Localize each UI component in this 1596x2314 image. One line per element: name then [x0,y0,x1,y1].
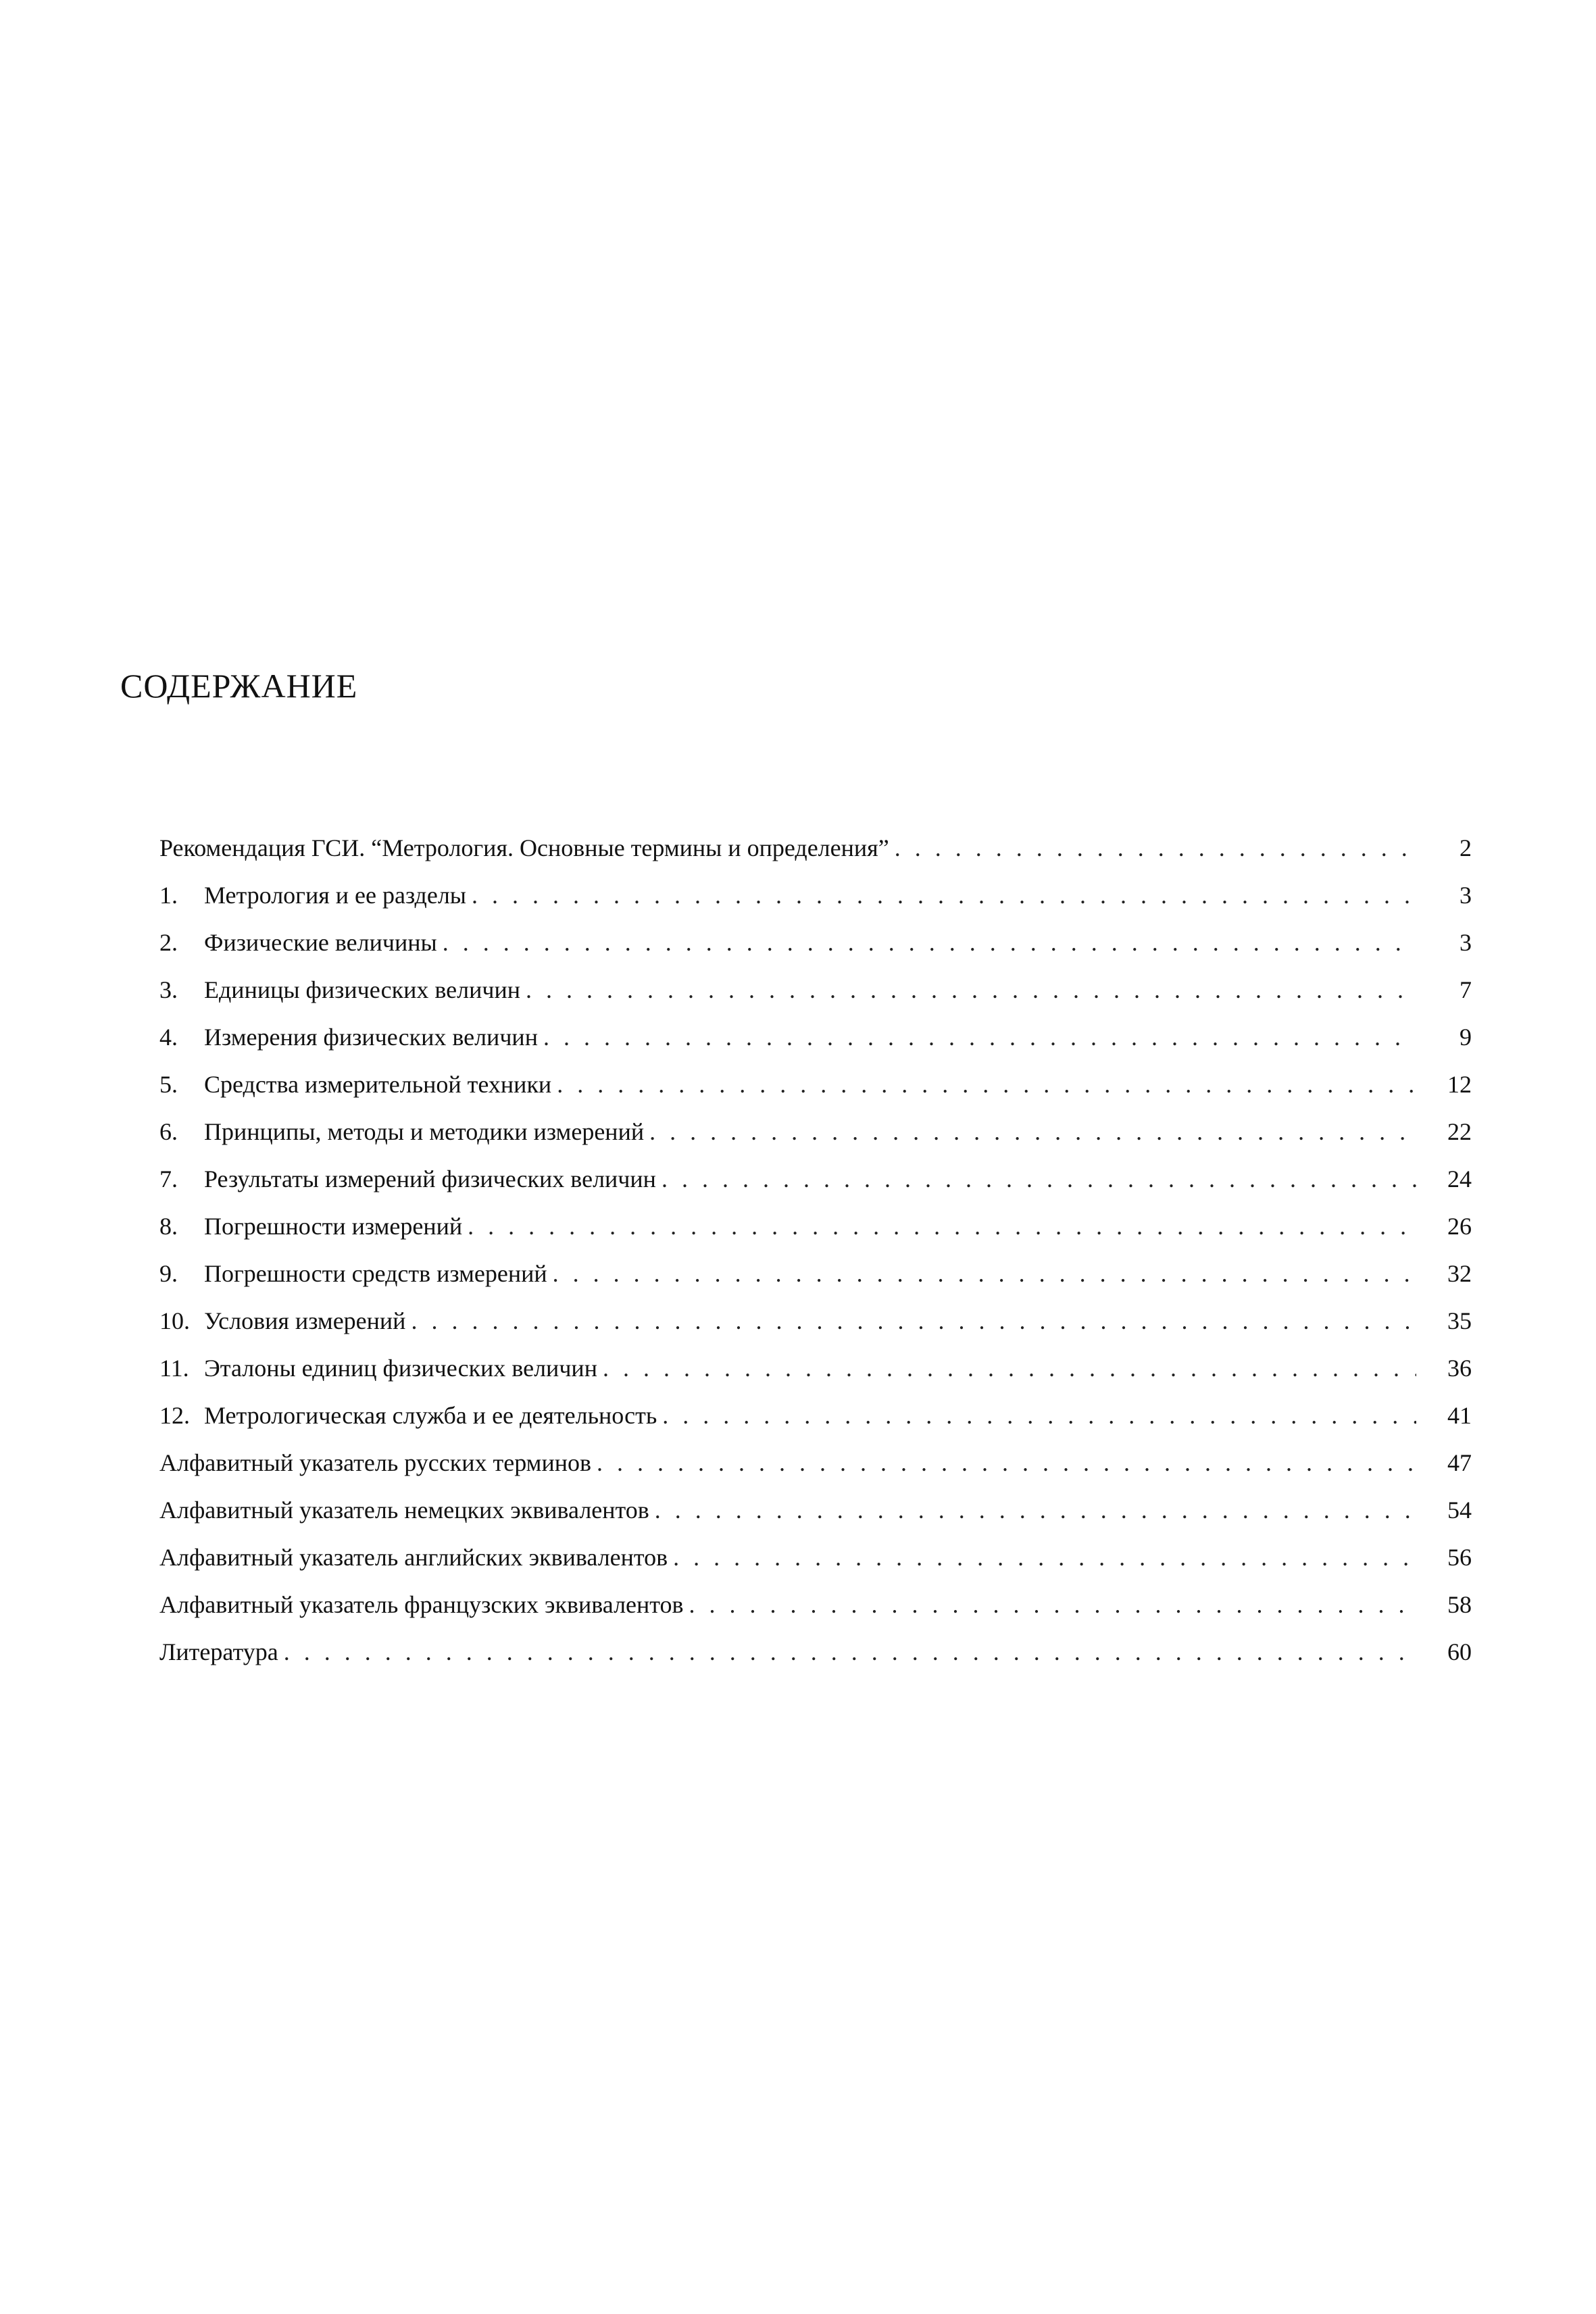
dot-leader [603,1344,1416,1392]
toc-entry-title: Измерения физических величин [204,1024,538,1051]
toc-entry-page: 58 [1447,1591,1472,1618]
toc-entry-title: Принципы, методы и методики измерений [204,1118,645,1145]
toc-entry-title: Погрешности измерений [204,1213,463,1240]
toc-entry-title: Метрологическая служба и ее деятельность [204,1402,657,1429]
toc-entry-number: 9. [159,1260,178,1287]
toc-entry [159,1344,1472,1392]
toc-entry-page: 36 [1447,1355,1472,1382]
toc-entry-number: 4. [159,1024,178,1051]
dot-leader [689,1581,1416,1628]
toc-entry [159,872,1472,919]
toc-entry-page: 2 [1460,834,1472,861]
toc-entry-title: Алфавитный указатель французских эквивалентов [159,1591,684,1618]
dot-leader [557,1061,1416,1108]
toc-entry-number: 5. [159,1071,178,1098]
toc-entry [159,1250,1472,1297]
toc-entry-page: 9 [1460,1024,1472,1051]
toc-entry-page: 54 [1447,1496,1472,1524]
toc-entry-title: Средства измерительной техники [204,1071,552,1098]
toc-entry-page: 12 [1447,1071,1472,1098]
toc-entry [159,1061,1472,1108]
toc-entry-title: Результаты измерений физических величин [204,1165,656,1192]
toc-entry-title: Единицы физических величин [204,976,520,1003]
toc-entry-number: 6. [159,1118,178,1145]
toc-entry-title: Алфавитный указатель русских терминов [159,1449,591,1476]
toc-entry [159,1439,1472,1486]
dot-leader [895,824,1416,872]
toc-entry [159,1108,1472,1155]
dot-leader [411,1297,1416,1344]
dot-leader [553,1250,1416,1297]
toc-entry [159,1203,1472,1250]
toc-entry-number: 3. [159,976,178,1003]
toc-entry-title: Литература [159,1638,278,1665]
toc-entry [159,1392,1472,1439]
toc-entry [159,1155,1472,1203]
toc-entry-number: 7. [159,1165,178,1192]
toc-entry-page: 26 [1447,1213,1472,1240]
dot-leader [284,1628,1416,1676]
toc-entry-page: 60 [1447,1638,1472,1665]
dot-leader [662,1392,1416,1439]
toc-entry-page: 22 [1447,1118,1472,1145]
dot-leader [662,1155,1416,1203]
toc-entry-page: 3 [1460,882,1472,909]
toc-entry-number: 10. [159,1307,190,1334]
toc-entry-number: 8. [159,1213,178,1240]
toc-entry [159,1581,1472,1628]
toc-entry-page: 24 [1447,1165,1472,1192]
toc-entry-page: 41 [1447,1402,1472,1429]
dot-leader [673,1534,1416,1581]
toc-entry-number: 12. [159,1402,190,1429]
dot-leader [526,966,1416,1013]
toc-entry [159,1486,1472,1534]
toc-entry [159,1297,1472,1344]
toc-entry-title: Условия измерений [204,1307,406,1334]
toc-entry-number: 1. [159,882,178,909]
toc-entry-title: Эталоны единиц физических величин [204,1355,597,1382]
toc-entry-title: Физические величины [204,929,437,956]
toc-entry-number: 11. [159,1355,189,1382]
dot-leader [649,1108,1416,1155]
toc-entry [159,966,1472,1013]
toc-entry-title: Погрешности средств измерений [204,1260,547,1287]
toc-entry [159,1013,1472,1061]
toc-entry [159,1628,1472,1676]
toc-entry-page: 47 [1447,1449,1472,1476]
toc-entry [159,919,1472,966]
toc-entry-page: 3 [1460,929,1472,956]
toc-entry-title: Алфавитный указатель немецких эквивалентов [159,1496,649,1524]
toc-entry [159,824,1472,872]
toc-entry-title: Рекомендация ГСИ. “Метрология. Основные термины и определения” [159,834,889,861]
toc-entry-title: Метрология и ее разделы [204,882,466,909]
toc-entry-page: 35 [1447,1307,1472,1334]
dot-leader [472,872,1416,919]
toc-entry-page: 32 [1447,1260,1472,1287]
toc-entry-number: 2. [159,929,178,956]
dot-leader [468,1203,1416,1250]
dot-leader [655,1486,1416,1534]
table-of-contents [159,824,1472,1676]
dot-leader [543,1013,1416,1061]
page-title: СОДЕРЖАНИЕ [120,667,358,705]
toc-entry [159,1534,1472,1581]
toc-entry-title: Алфавитный указатель английских эквивалентов [159,1544,668,1571]
toc-entry-page: 7 [1460,976,1472,1003]
dot-leader [443,919,1416,966]
dot-leader [597,1439,1416,1486]
toc-entry-page: 56 [1447,1544,1472,1571]
